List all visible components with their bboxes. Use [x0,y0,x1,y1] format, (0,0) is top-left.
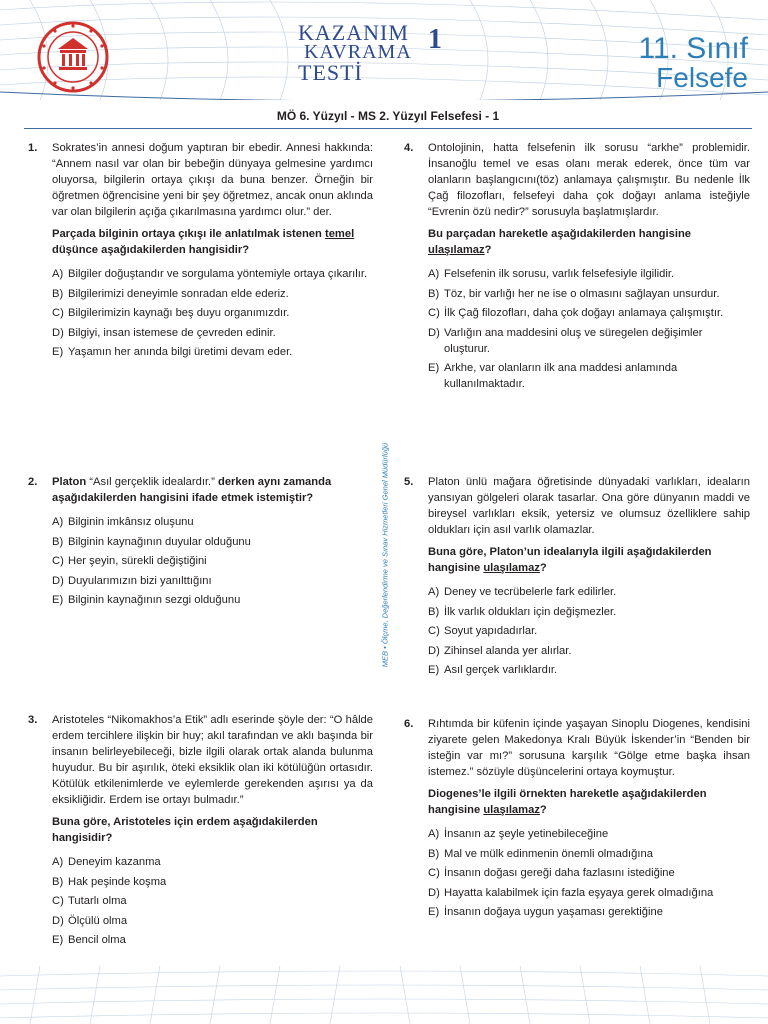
option-text: Deney ve tecrübelerle fark edilirler. [444,586,617,598]
question-text: Platon ünlü mağara öğretisinde dünyadaki varlıkları, ideaların yansıyan gölgeleri olarak tasarlar. Ona göre dünyanın maddi ve bireysel varlıkları eksik, yetersiz ve olumsuz özelliklere sahip oldukları için asıl varlık olamazlar. [428,476,750,536]
option-b[interactable] [52,286,373,302]
option-text: Hak peşinde koşma [68,875,167,888]
question-stem [428,226,750,258]
option-letter: C) [428,307,440,319]
question-text: Ontolojinin, hatta felsefenin ilk sorusu “arkhe” problemidir. İnsanoğlu temel ve esas olanı merak ederek, önce tüm var olanların başlangıcını(töz) anlamaya çalışmıştır. Bu nedenle İlk Çağ filozofları, felsefeyi daha çok doğayı anlama isteğiyle “Evrenin özü nedir?” sorusuyla başlatmışlardır. [428,142,750,218]
question-stem: derken aynı zamanda aşağıdakilerden hangisini ifade etmek istemiştir? [52,476,332,504]
question-subject: Platon [52,476,87,488]
test-title-line1: KAZANIM [298,20,409,45]
side-publisher-text [378,390,392,720]
option-d[interactable] [52,573,373,589]
option-text: Ölçülü olma [68,914,128,927]
option-text: Tutarlı olma [68,895,127,907]
option-letter: E) [428,664,440,676]
option-d[interactable] [428,643,750,659]
option-c[interactable] [52,553,373,569]
question-text: Sokrates’in annesi doğum yaptıran bir ebedir. Annesi hakkında: “Annem nasıl var olan bir bebeğin dünyaya gelmesine yardımcı oluyorsa, bilgilerin ortaya çıkışı da buna benzer. Örneğin bir öğretmen öğrencisine yeni bir şey öğretmez, ancak onun aklında var olan bilgilerin açığa çıkarılmasına yardımcı olur.” der. [52,142,373,218]
option-text: Yaşamın her anında bilgi üretimi devam eder. [68,346,293,358]
option-a[interactable] [52,266,373,282]
option-c[interactable] [428,865,750,881]
option-list [52,854,373,948]
option-a[interactable] [428,826,750,842]
stem-part: Bu parçadan hareketle aşağıdakilerden hangisine [428,228,692,240]
option-text: İnsanın doğaya uygun yaşaması gerektiğine [444,906,663,918]
option-a[interactable] [52,854,373,870]
option-list [52,514,373,608]
option-letter: D) [428,886,440,899]
option-d[interactable] [428,325,750,357]
option-text: Felsefenin ilk sorusu, varlık felsefesiyle ilgilidir. [444,268,675,280]
option-letter: A) [52,856,64,868]
option-text: Bilgilerimizi deneyimle sonradan elde ederiz. [68,287,289,300]
question-stem [428,544,750,576]
option-text: Arkhe, var olanların ilk ana maddesi anlamında kullanılmaktadır. [444,362,678,390]
option-letter: D) [52,574,64,587]
stem-underlined: ulaşılamaz [428,244,485,256]
option-letter: E) [52,594,64,606]
meb-logo-icon [36,20,110,94]
test-title-line3: TESTİ [298,60,363,85]
stem-part: Parçada bilginin ortaya çıkışı ile anlatılmak istenen [52,228,325,240]
question-number: 4. [404,142,414,154]
stem-underlined: temel [324,228,355,240]
question-stem: Buna göre, Aristoteles için erdem aşağıdakilerden hangisidir? [52,816,318,844]
option-text: Zihinsel alanda yer alırlar. [444,644,572,657]
option-text: Bilginin imkânsız oluşunu [68,516,194,528]
subject-label: Felsefe [656,62,748,93]
option-letter: E) [52,934,64,946]
question-number: 3. [28,714,38,726]
option-b[interactable] [428,286,750,302]
option-letter: B) [52,535,64,548]
option-letter: D) [52,914,64,927]
option-letter: C) [52,307,64,319]
option-letter: D) [52,326,64,339]
option-text: Bilginin kaynağının duyular olduğunu [68,535,251,548]
option-letter: E) [52,346,64,358]
option-e[interactable] [52,592,373,608]
option-letter: A) [428,828,440,840]
option-b[interactable] [52,874,373,890]
question-number: 2. [28,476,38,488]
option-letter: B) [428,287,440,300]
option-text: Hayatta kalabilmek için fazla eşyaya gerek olmadığına [444,886,714,899]
option-letter: D) [428,326,440,339]
question-stem [52,226,373,258]
option-b[interactable] [428,604,750,620]
option-letter: C) [428,867,440,879]
option-d[interactable] [52,913,373,929]
stem-part: Buna göre, Platon’un idealarıyla ilgili aşağıdakilerden hangisine [428,546,712,574]
stem-part: ? [539,804,547,816]
option-list [52,266,373,360]
option-letter: A) [52,516,64,528]
option-list [428,266,750,392]
test-title-line2: KAVRAMA [304,41,412,63]
page-header [0,0,768,100]
option-letter: B) [428,605,440,618]
question-text [52,474,373,506]
option-e[interactable] [428,904,750,920]
option-d[interactable] [52,325,373,341]
option-e[interactable] [428,662,750,678]
question-quote: “Asıl gerçeklik idealardır.” [86,476,218,488]
option-b[interactable] [52,534,373,550]
option-e[interactable] [428,360,750,392]
stem-underlined: ulaşılamaz [483,804,540,816]
option-text: Bilginin kaynağının sezgi olduğunu [68,594,241,606]
option-text: Deneyim kazanma [68,856,161,868]
option-letter: C) [52,555,64,567]
option-text: Varlığın ana maddesini oluş ve süregelen değişimler oluşturur. [444,326,703,355]
stem-underlined: ulaşılamaz [483,562,540,574]
question-stem [428,786,750,818]
option-list [428,584,750,678]
stem-part: düşünce aşağıdakilerden hangisidir? [52,244,250,256]
topic-heading: MÖ 6. Yüzyıl - MS 2. Yüzyıl Felsefesi - 1 [276,109,500,123]
option-text: Bilgiyi, insan istemese de çevreden edinir. [68,326,276,339]
test-title [298,22,448,92]
option-text: İnsanın az şeyle yetinebileceğine [444,828,609,840]
stem-part: ? [539,562,547,574]
option-text: Bilgiler doğuştandır ve sorgulama yöntemiyle ortaya çıkarılır. [68,268,368,280]
option-a[interactable] [428,266,750,282]
option-text: İnsanın doğası gereği daha fazlasını istediğine [444,867,675,879]
option-b[interactable] [428,846,750,862]
option-letter: B) [52,287,64,300]
stem-part: ? [484,244,492,256]
option-letter: C) [52,895,64,907]
option-letter: A) [428,586,440,598]
option-c[interactable] [52,893,373,909]
stem-part: Diogenes’le ilgili örnekten hareketle aşağıdakilerden hangisine [428,788,707,816]
option-c[interactable] [52,305,373,321]
option-letter: E) [428,362,440,374]
question-text: Rıhtımda bir küfenin içinde yaşayan Sinoplu Diogenes, kendisini ziyarete gelen Makedonya Kralı Büyük İskender’in “Benden bir isteğin var mı?” sorusuna karşılık “Gölge etme başka ihsan istemez.” sözüyle düşüncelerini ortaya koymuştur. [428,718,750,778]
footer-grid-decoration [0,966,768,1024]
option-e[interactable] [52,932,373,948]
option-letter: C) [428,625,440,637]
option-text: İlk Çağ filozofları, daha çok doğayı anlamaya çalışmıştır. [444,307,724,319]
question-number: 6. [404,718,414,730]
option-letter: D) [428,644,440,657]
option-text: Töz, bir varlığı her ne ise o olmasını sağlayan unsurdur. [444,287,720,300]
option-letter: E) [428,906,440,918]
option-text: Asıl gerçek varlıklardır. [444,664,558,676]
option-e[interactable] [52,344,373,360]
question-number: 5. [404,476,414,488]
option-a[interactable] [52,514,373,530]
option-text: Her şeyin, sürekli değiştiğini [68,555,207,567]
option-letter: A) [428,268,440,280]
option-letter: B) [52,875,64,888]
option-letter: A) [52,268,64,280]
option-d[interactable] [428,885,750,901]
side-publisher-label: MEB • Ölçme, Değerlendirme ve Sınav Hizmetleri Genel Müdürlüğü [380,442,390,668]
option-c[interactable] [428,623,750,639]
question-text: Aristoteles “Nikomakhos’a Etik” adlı eserinde şöyle der: “O hâlde erdem tercihlere ilişkin bir huy; akıl tarafından ve aklı başında bir insanın belirleyebileceği, bizle ilgili olarak ortak alanda bulunma huyudur. Bu bir aşırılık, öteki eksiklik olan iki kötülüğün ortasıdır. Kötülük etkilenimlerde ve eylemlerde gerekenden aşırısı ya da eksikliğidir. Erdem ise ortayı bulmadır.” [52,714,373,806]
grade-label: 11. Sınıf [638,32,748,65]
option-text: Bilgilerimizin kaynağı beş duyu organımızdır. [68,307,290,319]
option-text: Mal ve mülk edinmenin önemli olmadığına [444,847,653,860]
topic-divider [24,128,752,129]
test-number: 1 [428,24,442,55]
question-number: 1. [28,142,38,154]
option-text: İlk varlık oldukları için değişmezler. [444,605,617,618]
option-c[interactable] [428,305,750,321]
option-text: Soyut yapıdadırlar. [444,625,538,637]
option-a[interactable] [428,584,750,600]
option-letter: B) [428,847,440,860]
option-list [428,826,750,920]
option-text: Bencil olma [68,934,126,946]
option-text: Duyularımızın bizi yanılttığını [68,574,212,587]
